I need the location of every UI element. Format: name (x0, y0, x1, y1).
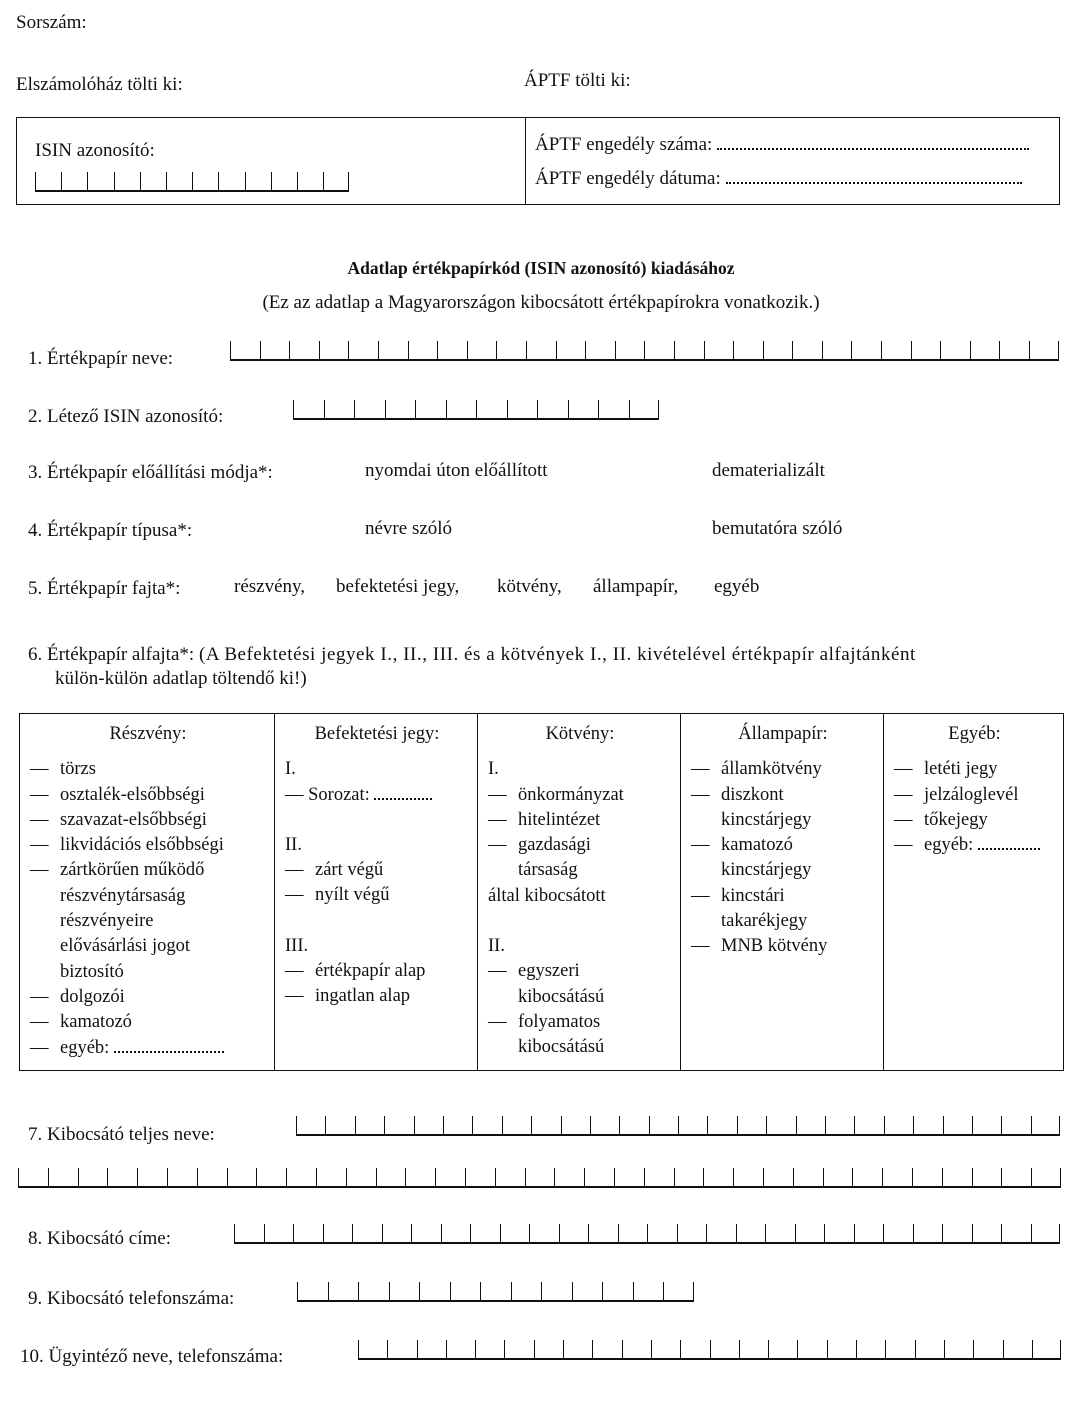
char-cell[interactable] (415, 400, 446, 418)
char-cell[interactable] (417, 1340, 446, 1358)
char-cell[interactable] (602, 1282, 633, 1300)
issuer-phone-input[interactable] (297, 1282, 694, 1302)
char-cell[interactable] (419, 1282, 450, 1300)
char-cell[interactable] (1031, 1224, 1061, 1242)
char-cell[interactable] (192, 172, 218, 190)
field-8-label: 8. Kibocsátó címe: (28, 1228, 171, 1249)
char-cell[interactable] (590, 1116, 619, 1134)
char-cell[interactable] (1001, 1168, 1031, 1186)
char-cell[interactable] (537, 400, 568, 418)
header-box (16, 117, 1060, 205)
char-cell[interactable] (385, 400, 416, 418)
char-cell[interactable] (703, 1168, 733, 1186)
field-6-label-text: 6. Értékpapír alfajta*: (28, 644, 195, 665)
char-cell[interactable] (942, 1224, 972, 1242)
subtype-interest-bill[interactable]: — kamatozó kincstárjegy (691, 835, 812, 881)
char-cell[interactable] (358, 1282, 389, 1300)
subtype-business-company[interactable]: — gazdasági társaság (488, 835, 591, 881)
char-cell[interactable] (264, 1224, 294, 1242)
option-bond[interactable]: kötvény, (497, 576, 562, 597)
char-cell[interactable] (230, 341, 260, 359)
char-cell[interactable] (677, 1224, 707, 1242)
char-cell[interactable] (915, 1340, 944, 1358)
char-cell[interactable] (480, 1282, 511, 1300)
column-head-other: Egyéb: (948, 724, 1001, 744)
subtype-credit-institution[interactable]: — hitelintézet (488, 809, 601, 830)
char-cell[interactable] (511, 1282, 542, 1300)
char-cell[interactable] (882, 1168, 912, 1186)
char-cell[interactable] (710, 1340, 739, 1358)
char-cell[interactable] (1031, 1116, 1060, 1134)
char-cell[interactable] (324, 400, 355, 418)
char-cell[interactable] (245, 172, 271, 190)
char-cell[interactable] (647, 1224, 677, 1242)
aptf-permit-number-dots (717, 147, 1029, 150)
char-cell[interactable] (384, 1116, 413, 1134)
char-cell[interactable] (999, 341, 1029, 359)
char-cell[interactable] (763, 1168, 793, 1186)
aptf-permit-number-field[interactable] (535, 134, 1029, 156)
char-cell[interactable] (256, 1168, 286, 1186)
char-cell[interactable] (414, 1116, 443, 1134)
char-cell[interactable] (763, 341, 793, 359)
issuer-name-input-row1[interactable] (296, 1116, 1060, 1136)
char-cell[interactable] (1001, 1116, 1030, 1134)
char-cell[interactable] (766, 1116, 795, 1134)
char-cell[interactable] (733, 341, 763, 359)
field-5-label: 5. Értékpapír fajta*: (28, 578, 181, 599)
char-cell[interactable] (378, 341, 408, 359)
char-cell[interactable] (541, 1282, 572, 1300)
char-cell[interactable] (649, 1116, 678, 1134)
char-cell[interactable] (507, 400, 538, 418)
subtype-single-issue[interactable]: — egyszeri kibocsátású (488, 961, 605, 1007)
column-head-government-security: Állampapír: (738, 724, 828, 744)
subtype-real-estate-fund[interactable]: — ingatlan alap (285, 986, 411, 1007)
char-cell[interactable] (674, 1168, 704, 1186)
subtype-securities-fund[interactable]: — értékpapír alap (285, 961, 426, 982)
char-cell[interactable] (622, 1340, 651, 1358)
char-cell[interactable] (854, 1116, 883, 1134)
subtype-share-voting-pref[interactable]: — szavazat-elsőbbségi (30, 809, 207, 830)
field-6-note-line1: (A Befektetési jegyek I., II., III. és a kötvények I., II. kivételével értékpapír alfajtánként (198, 644, 916, 665)
subtype-municipal[interactable]: — önkormányzat (488, 784, 624, 805)
char-cell[interactable] (739, 1340, 768, 1358)
char-cell[interactable] (218, 172, 244, 190)
subtype-table (19, 713, 1064, 1071)
char-cell[interactable] (942, 1168, 972, 1186)
char-cell[interactable] (470, 1224, 500, 1242)
char-cell[interactable] (167, 1168, 197, 1186)
char-cell[interactable] (704, 341, 734, 359)
char-cell[interactable] (140, 172, 166, 190)
issuer-name-input-row2[interactable] (18, 1168, 1061, 1188)
option-printed[interactable]: nyomdai úton előállított (365, 460, 548, 481)
char-cell[interactable] (651, 1340, 680, 1358)
char-cell[interactable] (443, 1116, 472, 1134)
subtype-discount-bill[interactable]: — diszkont kincstárjegy (691, 784, 812, 830)
subtype-open-end[interactable]: — nyílt végű (285, 885, 390, 906)
option-share[interactable]: részvény, (234, 576, 306, 597)
char-cell[interactable] (822, 341, 852, 359)
char-cell[interactable] (325, 1116, 354, 1134)
column-head-share: Részvény: (109, 724, 187, 744)
char-cell[interactable] (881, 341, 911, 359)
char-cell[interactable] (792, 341, 822, 359)
option-dematerialized[interactable]: dematerializált (712, 460, 825, 481)
subtype-deposit-note[interactable]: — letéti jegy (894, 759, 998, 780)
char-cell[interactable] (856, 1340, 885, 1358)
char-cell[interactable] (18, 1168, 48, 1186)
option-government-security[interactable]: állampapír, (593, 576, 679, 597)
field-6-note-line2: külön-külön adatlap töltendő ki!) (55, 668, 307, 689)
char-cell[interactable] (323, 172, 349, 190)
char-cell[interactable] (114, 172, 140, 190)
char-cell[interactable] (588, 1224, 618, 1242)
char-cell[interactable] (793, 1168, 823, 1186)
subtype-share-liquidation-pref[interactable]: — likvidációs elsőbbségi (30, 835, 224, 856)
char-cell[interactable] (972, 1168, 1002, 1186)
char-cell[interactable] (389, 1282, 420, 1300)
char-cell[interactable] (973, 1340, 1002, 1358)
char-cell[interactable] (912, 1168, 942, 1186)
security-name-input[interactable] (230, 341, 1059, 361)
char-cell[interactable] (795, 1224, 825, 1242)
group-ii: II. (285, 834, 302, 855)
char-cell[interactable] (502, 1116, 531, 1134)
option-bearer[interactable]: bemutatóra szóló (712, 518, 843, 539)
clearing-house-label: Elszámolóház tölti ki: (16, 74, 183, 95)
char-cell[interactable] (584, 1168, 614, 1186)
char-cell[interactable] (618, 1224, 648, 1242)
char-cell[interactable] (297, 172, 323, 190)
char-cell[interactable] (733, 1168, 763, 1186)
char-cell[interactable] (441, 1224, 471, 1242)
serial-number-label: Sorszám: (16, 12, 87, 33)
char-cell[interactable] (534, 1340, 563, 1358)
char-cell[interactable] (970, 341, 1000, 359)
char-cell[interactable] (405, 1168, 435, 1186)
char-cell[interactable] (137, 1168, 167, 1186)
char-cell[interactable] (678, 1116, 707, 1134)
isin-input[interactable] (35, 172, 349, 192)
subtype-closed-end[interactable]: — zárt végű (285, 860, 384, 881)
column-government-security (681, 714, 884, 1071)
char-cell[interactable] (663, 1282, 694, 1300)
char-cell[interactable] (328, 1282, 359, 1300)
char-cell[interactable] (496, 341, 526, 359)
field-6-label (28, 644, 916, 666)
subtype-series[interactable]: — Sorozat: (285, 783, 469, 808)
char-cell[interactable] (615, 341, 645, 359)
char-cell[interactable] (465, 1168, 495, 1186)
field-2-label: 2. Létező ISIN azonosító: (28, 406, 224, 427)
char-cell[interactable] (472, 1116, 501, 1134)
field-7-label: 7. Kibocsátó teljes neve: (28, 1124, 215, 1145)
field-4-label: 4. Értékpapír típusa*: (28, 520, 193, 541)
char-cell[interactable] (913, 1224, 943, 1242)
char-cell[interactable] (500, 1224, 530, 1242)
existing-isin-input[interactable] (293, 400, 659, 420)
char-cell[interactable] (376, 1168, 406, 1186)
subtype-mortgage-bond[interactable]: — jelzáloglevél (894, 784, 1019, 805)
char-cell[interactable] (293, 1224, 323, 1242)
char-cell[interactable] (234, 1224, 264, 1242)
char-cell[interactable] (289, 341, 319, 359)
char-cell[interactable] (411, 1224, 441, 1242)
char-cell[interactable] (316, 1168, 346, 1186)
form-title: Adatlap értékpapírkód (ISIN azonosító) kiadásához (347, 258, 735, 278)
char-cell[interactable] (197, 1168, 227, 1186)
char-cell[interactable] (355, 1116, 384, 1134)
subtype-share-interest[interactable]: — kamatozó (30, 1012, 132, 1033)
char-cell[interactable] (796, 1116, 825, 1134)
char-cell[interactable] (437, 341, 467, 359)
char-cell[interactable] (446, 1340, 475, 1358)
char-cell[interactable] (286, 1168, 316, 1186)
char-cell[interactable] (940, 341, 970, 359)
char-cell[interactable] (387, 1340, 416, 1358)
char-cell[interactable] (884, 1116, 913, 1134)
aptf-permit-date-field[interactable] (535, 168, 1022, 190)
char-cell[interactable] (614, 1168, 644, 1186)
char-cell[interactable] (35, 172, 61, 190)
char-cell[interactable] (852, 1168, 882, 1186)
subtype-share-common[interactable]: — törzs (30, 759, 96, 780)
char-cell[interactable] (526, 341, 556, 359)
char-cell[interactable] (504, 1340, 533, 1358)
char-cell[interactable] (297, 1282, 328, 1300)
char-cell[interactable] (1001, 1224, 1031, 1242)
aptf-permit-date-label: ÁPTF engedély dátuma: (535, 168, 721, 189)
char-cell[interactable] (592, 1340, 621, 1358)
subtype-share-dividend-pref[interactable]: — osztalék-elsőbbségi (30, 784, 205, 805)
char-cell[interactable] (633, 1282, 664, 1300)
char-cell[interactable] (568, 400, 599, 418)
char-cell[interactable] (525, 1168, 555, 1186)
option-registered[interactable]: névre szóló (365, 518, 453, 539)
column-share (20, 714, 275, 1071)
subtype-share-employee[interactable]: — dolgozói (30, 986, 125, 1007)
isin-label: ISIN azonosító: (35, 140, 155, 161)
char-cell[interactable] (435, 1168, 465, 1186)
char-cell[interactable] (467, 341, 497, 359)
char-cell[interactable] (797, 1340, 826, 1358)
char-cell[interactable] (554, 1168, 584, 1186)
char-cell[interactable] (827, 1340, 856, 1358)
char-cell[interactable] (644, 341, 674, 359)
char-cell[interactable] (823, 1168, 853, 1186)
char-cell[interactable] (358, 1340, 387, 1358)
char-cell[interactable] (598, 400, 629, 418)
char-cell[interactable] (972, 1224, 1002, 1242)
column-other (884, 714, 1064, 1071)
subtype-treasury-bond[interactable]: — államkötvény (691, 759, 822, 780)
char-cell[interactable] (854, 1224, 884, 1242)
char-cell[interactable] (1032, 1340, 1061, 1358)
group-iii: III. (285, 935, 309, 956)
char-cell[interactable] (319, 341, 349, 359)
char-cell[interactable] (1003, 1340, 1032, 1358)
char-cell[interactable] (768, 1340, 797, 1358)
char-cell[interactable] (450, 1282, 481, 1300)
char-cell[interactable] (476, 400, 507, 418)
char-cell[interactable] (1031, 1168, 1061, 1186)
bond-group-i: I. (488, 759, 499, 780)
char-cell[interactable] (529, 1224, 559, 1242)
group-i: I. (285, 759, 296, 780)
aptf-permit-number-label: ÁPTF engedély száma: (535, 134, 713, 155)
char-cell[interactable] (1029, 341, 1059, 359)
char-cell[interactable] (78, 1168, 108, 1186)
field-3-label: 3. Értékpapír előállítási módja*: (28, 462, 273, 483)
subtype-continuous-issue[interactable]: — folyamatos kibocsátású (488, 1011, 605, 1058)
char-cell[interactable] (495, 1168, 525, 1186)
column-bond (478, 714, 681, 1071)
char-cell[interactable] (348, 341, 378, 359)
char-cell[interactable] (446, 400, 477, 418)
char-cell[interactable] (883, 1224, 913, 1242)
char-cell[interactable] (674, 341, 704, 359)
char-cell[interactable] (475, 1340, 504, 1358)
aptf-permit-date-dots (726, 181, 1022, 184)
column-investment-unit (275, 714, 478, 1071)
char-cell[interactable] (352, 1224, 382, 1242)
char-cell[interactable] (629, 400, 660, 418)
char-cell[interactable] (943, 1116, 972, 1134)
char-cell[interactable] (944, 1340, 973, 1358)
subtype-share-preemption[interactable]: — zártkörűen működő részvénytársaság részvényeire elővásárlási jogot biztosító (30, 860, 205, 982)
form-subtitle: (Ez az adatlap a Magyarországon kibocsátott értékpapírokra vonatkozik.) (262, 292, 820, 313)
char-cell[interactable] (972, 1116, 1001, 1134)
option-investment-unit[interactable]: befektetési jegy, (336, 576, 460, 597)
char-cell[interactable] (48, 1168, 78, 1186)
char-cell[interactable] (680, 1340, 709, 1358)
char-cell[interactable] (382, 1224, 412, 1242)
subtype-capital-note[interactable]: — tőkejegy (894, 809, 988, 830)
char-cell[interactable] (260, 341, 290, 359)
char-cell[interactable] (619, 1116, 648, 1134)
char-cell[interactable] (556, 341, 586, 359)
option-other[interactable]: egyéb (714, 576, 760, 597)
char-cell[interactable] (736, 1224, 766, 1242)
char-cell[interactable] (87, 172, 113, 190)
char-cell[interactable] (851, 341, 881, 359)
char-cell[interactable] (561, 1116, 590, 1134)
subtype-share-other[interactable]: — egyéb: (30, 1036, 266, 1061)
char-cell[interactable] (706, 1224, 736, 1242)
char-cell[interactable] (61, 172, 87, 190)
char-cell[interactable] (296, 1116, 325, 1134)
char-cell[interactable] (107, 1168, 137, 1186)
char-cell[interactable] (585, 341, 615, 359)
column-head-bond: Kötvény: (545, 724, 615, 744)
bond-group-i-tail: által kibocsátott (488, 885, 606, 906)
header-box-divider (525, 118, 526, 204)
char-cell[interactable] (824, 1224, 854, 1242)
char-cell[interactable] (765, 1224, 795, 1242)
contact-name-phone-input[interactable] (358, 1340, 1061, 1360)
char-cell[interactable] (271, 172, 297, 190)
char-cell[interactable] (559, 1224, 589, 1242)
char-cell[interactable] (885, 1340, 914, 1358)
char-cell[interactable] (354, 400, 385, 418)
char-cell[interactable] (707, 1116, 736, 1134)
subtype-mnb-bond[interactable]: — MNB kötvény (691, 936, 828, 957)
field-10-label: 10. Ügyintéző neve, telefonszáma: (20, 1346, 284, 1367)
subtype-other-other[interactable]: — egyéb: (894, 833, 1055, 858)
field-9-label: 9. Kibocsátó telefonszáma: (28, 1288, 235, 1309)
aptf-label: ÁPTF tölti ki: (524, 70, 631, 91)
char-cell[interactable] (572, 1282, 603, 1300)
char-cell[interactable] (293, 400, 324, 418)
field-1-label: 1. Értékpapír neve: (28, 348, 174, 369)
char-cell[interactable] (563, 1340, 592, 1358)
char-cell[interactable] (911, 341, 941, 359)
char-cell[interactable] (323, 1224, 353, 1242)
char-cell[interactable] (531, 1116, 560, 1134)
subtype-savings-note[interactable]: — kincstári takarékjegy (691, 885, 808, 932)
char-cell[interactable] (644, 1168, 674, 1186)
char-cell[interactable] (825, 1116, 854, 1134)
bond-group-ii: II. (488, 936, 505, 957)
char-cell[interactable] (166, 172, 192, 190)
char-cell[interactable] (737, 1116, 766, 1134)
char-cell[interactable] (913, 1116, 942, 1134)
char-cell[interactable] (408, 341, 438, 359)
char-cell[interactable] (227, 1168, 257, 1186)
char-cell[interactable] (346, 1168, 376, 1186)
column-head-investment-unit: Befektetési jegy: (314, 724, 440, 744)
issuer-address-input[interactable] (234, 1224, 1060, 1244)
